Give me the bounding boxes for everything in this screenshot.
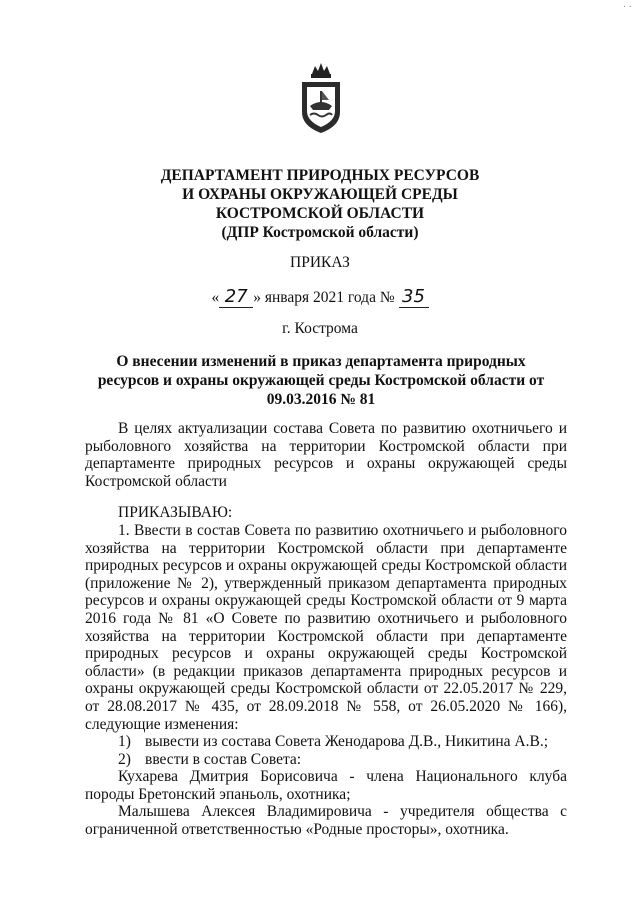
list-item <box>85 733 567 751</box>
header-line-1: ДЕПАРТАМЕНТ ПРИРОДНЫХ РЕСУРСОВ <box>160 167 480 184</box>
open-quote: « <box>211 289 220 306</box>
order-subject: О внесении изменений в приказ департамента природных ресурсов и охраны окружающей среды Костромской области от 09.03.2016 № 81 <box>97 353 545 408</box>
list-item-number: 2) <box>118 750 131 768</box>
list-item-text: вывести из состава Совета Женодарова Д.В., Никитина А.В.; <box>145 733 549 751</box>
preamble-paragraph: В целях актуализации состава Совета по развитию охотничьего и рыболовного хозяйства на территории Костромской области при департаменте природных ресурсов и охраны окружающей среды Костромской области <box>85 420 567 490</box>
month-year-label: января 2021 года № <box>264 289 395 306</box>
document-type: ПРИКАЗ <box>290 254 350 271</box>
document-body <box>85 420 567 839</box>
header-line-2: И ОХРАНЫ ОКРУЖАЮЩЕЙ СРЕДЫ <box>182 186 458 203</box>
close-quote: » <box>253 289 261 306</box>
header-line-3: КОСТРОМСКОЙ ОБЛАСТИ <box>215 205 425 222</box>
date-line <box>0 286 640 308</box>
point-1-paragraph: 1. Ввести в состав Совета по развитию охотничьего и рыболовного хозяйства на территории Костромской области при департаменте природных ресурсов и охраны окружающей среды Костромской области (приложение № 2), утвержденный приказом департамента природных ресурсов и охраны окружающей среды Костромской области от 9 марта 2016 года № 81 «О Совете по развитию охотничьего и рыболовного хозяйства на территории Костромской области при департаменте природных ресурсов и охраны окружающей среды Костромской области» (в редакции приказов департамента природных ресурсов и охраны окружающей среды Костромской области от 22.05.2017 № 229, от 28.08.2017 № 435, от 28.09.2018 № 558, от 26.05.2020 № 166), следующие изменения: <box>85 521 567 733</box>
city: г. Кострома <box>282 320 358 337</box>
header-line-4: (ДПР Костромской области) <box>221 224 419 241</box>
department-header <box>0 166 640 242</box>
order-number-handwritten: 35 <box>399 286 429 308</box>
corner-mark: · · <box>622 2 632 13</box>
member-2-paragraph: Малышева Алексея Владимировича - учредителя общества с ограниченной ответственностью «Родные просторы», охотника. <box>85 803 567 839</box>
list-item-text: ввести в состав Совета: <box>145 750 302 768</box>
coat-of-arms-icon <box>298 60 344 136</box>
list-item-number: 1) <box>118 733 131 751</box>
member-1-paragraph: Кухарева Дмитрия Борисовича - члена Национального клуба породы Бретонский эпаньоль, охотника; <box>85 768 567 803</box>
list-item <box>85 751 567 769</box>
day-handwritten: 27 <box>219 286 253 308</box>
order-word: ПРИКАЗЫВАЮ: <box>118 504 233 522</box>
